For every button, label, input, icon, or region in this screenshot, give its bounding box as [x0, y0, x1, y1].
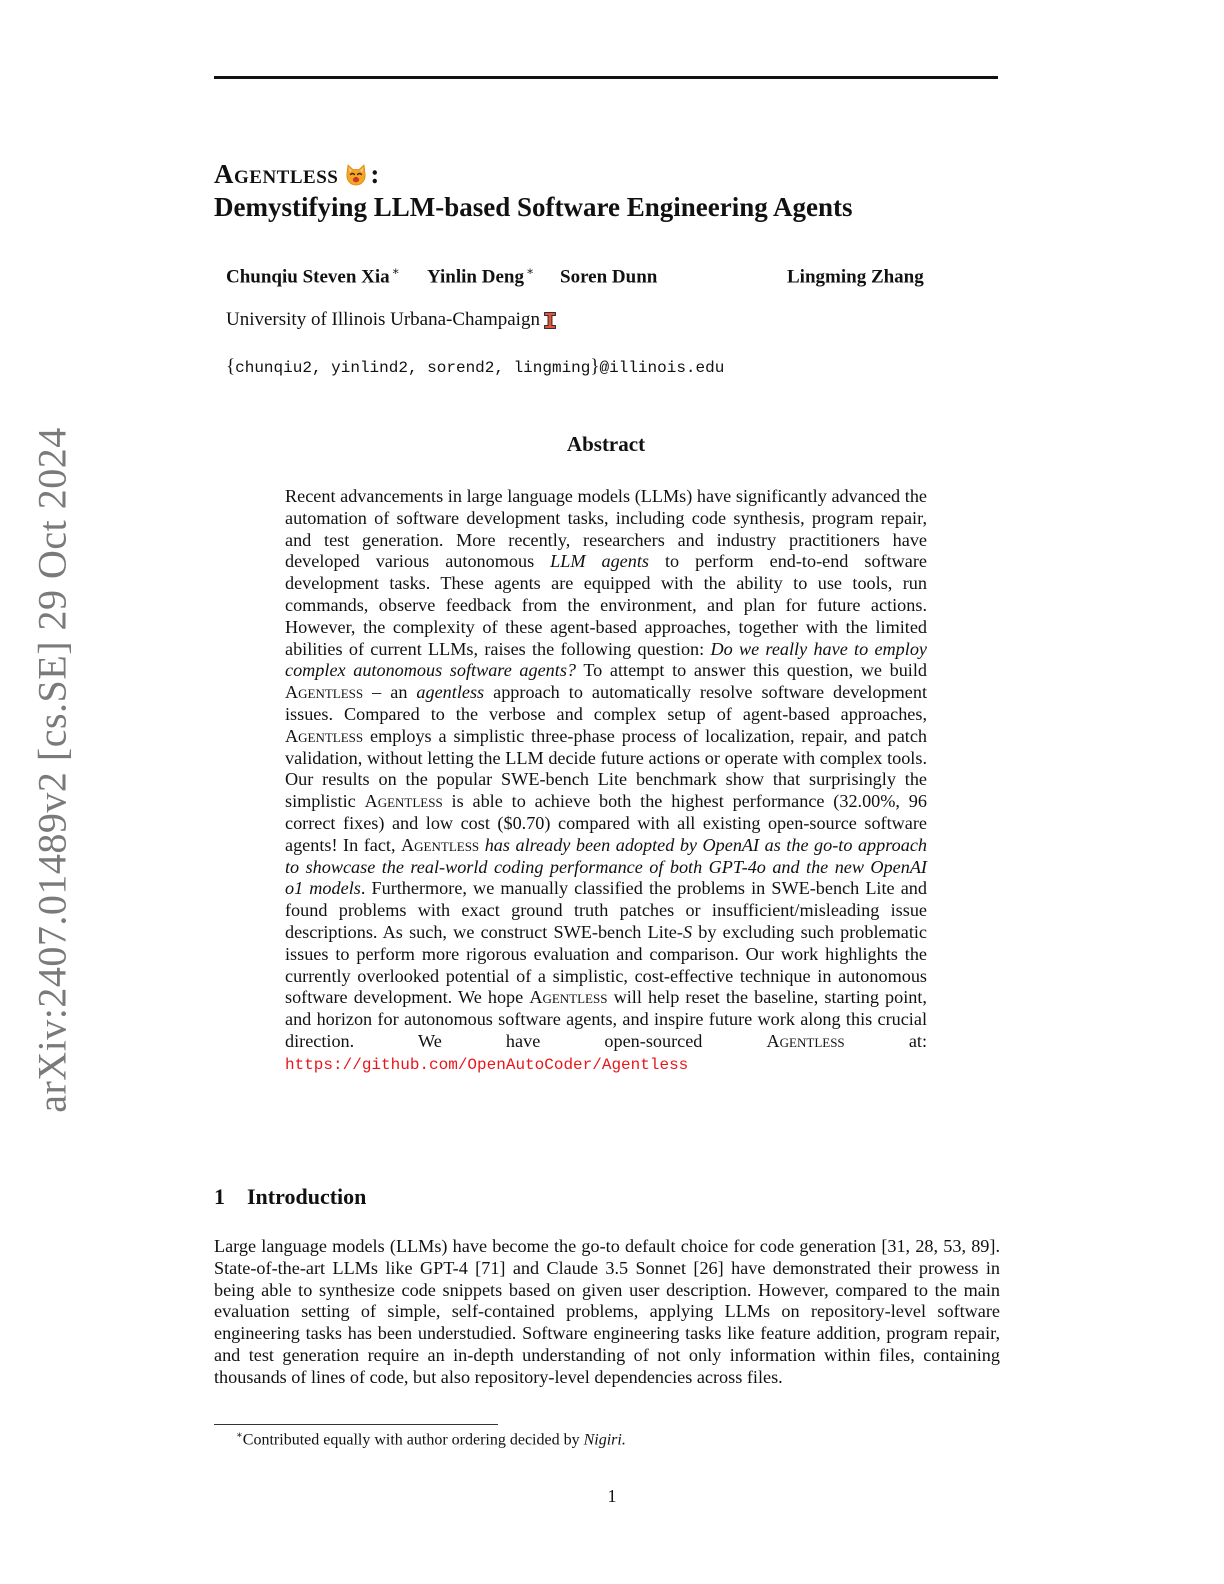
- title-line-1: [214, 158, 1004, 190]
- author-name: Chunqiu Steven Xia ∗: [226, 264, 400, 288]
- github-link[interactable]: https://github.com/OpenAutoCoder/Agentless: [285, 1055, 689, 1074]
- section-heading-introduction: [214, 1184, 366, 1210]
- university-logo-icon: [544, 312, 556, 329]
- author-list: [226, 264, 946, 290]
- affiliation-text: University of Illinois Urbana-Champaign: [226, 309, 540, 330]
- abstract-text: Recent advancements in large language models (LLMs) have significantly advanced the automation of software development tasks, including code synthesis, program repair, and test generation. More recently, researchers and industry practitioners have developed various autonomous LLM agents to perform end-to-end software development tasks. These agents are equipped with the ability to use tools, run commands, observe feedback from the environment, and plan for future actions. However, the complexity of these agent-based approaches, together with the limited abilities of current LLMs, raises the following question: Do we really have to employ complex autonomous software agents? To attempt to answer this question, we build Agentless – an agentless approach to automatically resolve software development issues. Compared to the verbose and complex setup of agent-based approaches, Agentless employs a simplistic three-phase process of localization, repair, and patch validation, without letting the LLM decide future actions or operate with complex tools. Our results on the popular SWE-bench Lite benchmark show that surprisingly the simplistic Agentless is able to achieve both the highest performance (32.00%, 96 correct fixes) and low cost ($0.70) compared with all existing open-source software agents! In fact, Agentless has already been adopted by OpenAI as the go-to approach to showcase the real-world coding performance of both GPT-4o and the new OpenAI o1 models. Furthermore, we manually classified the problems in SWE-bench Lite and found problems with exact ground truth patches or insufficient/misleading issue descriptions. As such, we construct SWE-bench Lite-S by excluding such problematic issues to perform more rigorous evaluation and comparison. Our work highlights the currently overlooked potential of a simplistic, cost-effective technique in autonomous software development. We hope Agentless will help reset the baseline, starting point, and horizon for autonomous software agents, and inspire future work along this crucial direction. We have open-sourced Agentless at: https://github.com/OpenAutoCoder/Agentless: [285, 486, 928, 1074]
- footnote: ∗Contributed equally with author ordering decided by Nigiri.: [236, 1430, 626, 1449]
- page-number: 1: [607, 1486, 617, 1506]
- footnote-rule: [214, 1424, 498, 1425]
- section-number: 1: [214, 1184, 225, 1209]
- section-title: Introduction: [247, 1184, 367, 1209]
- title-name: Agentless: [214, 159, 339, 189]
- equal-contribution-mark: ∗: [391, 264, 400, 278]
- top-rule: [214, 76, 998, 79]
- paper-title: [214, 158, 1004, 224]
- affiliation: [226, 309, 556, 331]
- title-subtitle: Demystifying LLM-based Software Engineering Agents: [214, 192, 853, 222]
- author-name: Yinlin Deng ∗: [427, 264, 535, 288]
- abstract-heading: Abstract: [566, 432, 646, 456]
- cat-face-icon: [344, 162, 368, 186]
- arxiv-stamp: arXiv:2407.01489v2 [cs.SE] 29 Oct 2024: [29, 427, 75, 1113]
- author-emails: {chunqiu2, yinlind2, sorend2, lingming}@illinois.edu: [226, 356, 725, 377]
- author-name: Soren Dunn: [560, 266, 658, 288]
- introduction-paragraph: Large language models (LLMs) have become the go-to default choice for code generation [31, 28, 53, 89]. State-of-the-art LLMs like GPT-4 [71] and Claude 3.5 Sonnet [26] have demonstrated their prowess in being able to synthesize code snippets based on given user description. However, compared to the main evaluation setting of simple, self-contained problems, applying LLMs on repository-level software engineering tasks has been understudied. Software engineering tasks like feature addition, program repair, and test generation require an in-depth understanding of not only information within files, containing thousands of lines of code, but also repository-level dependencies across files.: [214, 1236, 1000, 1387]
- equal-contribution-mark: ∗: [525, 264, 535, 278]
- author-name: Lingming Zhang: [787, 266, 924, 288]
- title-colon: :: [370, 159, 380, 189]
